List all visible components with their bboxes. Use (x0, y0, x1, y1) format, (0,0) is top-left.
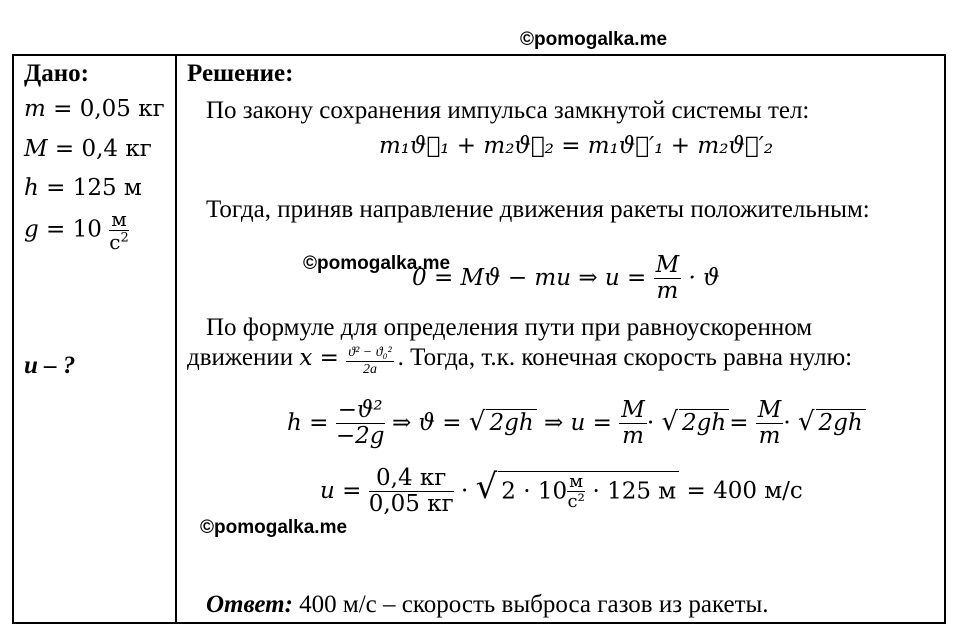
equation-height (287, 398, 866, 450)
given-g-value: = 10 (38, 216, 102, 243)
equation-height-mid: ⇒ ϑ = (391, 409, 469, 436)
given-m-symbol: m (24, 96, 46, 122)
sqrt-sign-2: √ (661, 406, 679, 437)
answer-text: 400 м/с – скорость выброса газов из ракеты. (292, 591, 769, 618)
given-h-value: = 125 м (38, 175, 142, 201)
answer-label: Ответ: (206, 591, 293, 618)
equation-velocity (412, 253, 720, 305)
equation-result-dot: · (460, 477, 476, 504)
solution-line-4-end: . Тогда, т.к. конечная скорость равна нулю: (397, 344, 853, 371)
given-g-unit (109, 208, 129, 253)
equation-result-fraction (369, 466, 454, 518)
given-h (24, 175, 142, 201)
given-g-unit-den-wrap (109, 231, 129, 253)
mass-ratio-1 (619, 398, 647, 450)
sqrt-sign-4: √ (475, 466, 498, 507)
solution-line-4-x: x = (299, 345, 347, 371)
given-g (24, 208, 129, 253)
equation-height-num: −ϑ² (337, 397, 383, 423)
given-M-value: = 0,4 кг (47, 136, 152, 162)
equation-momentum: m₁ϑ⃗₁ + m₂ϑ⃗₂ = m₁ϑ⃗′₁ + m₂ϑ⃗′₂ (379, 133, 774, 159)
equation-velocity-fraction (654, 253, 682, 305)
radicand-4-a: 2 · 10 (501, 477, 568, 504)
equation-velocity-right: · ϑ (688, 264, 720, 291)
radicand-4-unit-den: с² (567, 491, 585, 513)
path-formula-num: ϑ² − ϑ₀² (348, 345, 392, 361)
given-m-value: = 0,05 кг (45, 96, 165, 122)
solution-line-3: По формуле для определения пути при равноускоренном (206, 314, 813, 341)
sqrt-sign-3: √ (797, 406, 815, 437)
equation-result-num: 0,4 кг (369, 466, 454, 492)
equation-velocity-num: M (655, 252, 680, 278)
given-M-symbol: M (24, 136, 48, 162)
given-h-symbol: h (24, 175, 39, 201)
radicand-1: 2gh (486, 409, 536, 436)
given-g-unit-den: с (109, 230, 121, 254)
equation-height-den: −2g (335, 423, 385, 450)
watermark-bottom: ©pomogalka.me (200, 517, 348, 538)
watermark-top: ©pomogalka.me (520, 29, 668, 50)
dot-2: · (783, 409, 791, 436)
equation-velocity-left: 0 = Mϑ − mu ⇒ u = (412, 264, 654, 291)
column-divider (175, 54, 177, 624)
sqrt-sign-1: √ (468, 406, 486, 437)
given-M (24, 136, 152, 162)
find-unknown: u – ? (24, 352, 76, 379)
equation-result-u: u = (320, 477, 369, 504)
watermark-middle: ©pomogalka.me (303, 253, 451, 274)
radicand-4-unit (567, 472, 585, 513)
solution-line-2: Тогда, приняв направление движения ракеты положительным: (206, 196, 870, 223)
equation-height-then: ⇒ u = (543, 409, 620, 436)
equals-sign: = (729, 409, 749, 436)
dot-1: · (646, 409, 655, 436)
answer-line (206, 591, 769, 619)
mass-ratio-1-den: m (622, 423, 644, 450)
radicand-4-b: · 125 м (585, 477, 677, 504)
radicand-3: 2gh (816, 409, 866, 436)
radicand-2: 2gh (679, 409, 729, 436)
radicand-4 (498, 471, 679, 513)
given-g-unit-exp: 2 (120, 230, 129, 246)
equation-height-fraction (336, 398, 385, 450)
equation-height-h: h = (287, 409, 329, 436)
given-g-symbol: g (24, 216, 39, 243)
radicand-4-unit-num: м (569, 470, 584, 492)
mass-ratio-2-den: m (758, 423, 781, 450)
equation-result-value: = 400 м/с (679, 477, 803, 504)
equation-result (320, 466, 803, 518)
mass-ratio-1-num: M (621, 397, 645, 423)
mass-ratio-2 (756, 398, 784, 450)
given-m (24, 96, 165, 122)
given-heading: Дано: (24, 60, 89, 87)
solution-heading: Решение: (187, 60, 294, 87)
solution-line-1: По закону сохранения импульса замкнутой системы тел: (206, 97, 810, 124)
equation-result-den: 0,05 кг (368, 491, 454, 518)
path-formula-den: 2a (362, 361, 377, 377)
solution-line-4 (187, 344, 852, 377)
mass-ratio-2-num: M (757, 397, 782, 423)
solution-line-4-start: движении (187, 344, 300, 371)
equation-velocity-den: m (656, 278, 679, 305)
given-g-unit-num: м (111, 207, 127, 231)
path-formula-fraction (346, 345, 393, 377)
